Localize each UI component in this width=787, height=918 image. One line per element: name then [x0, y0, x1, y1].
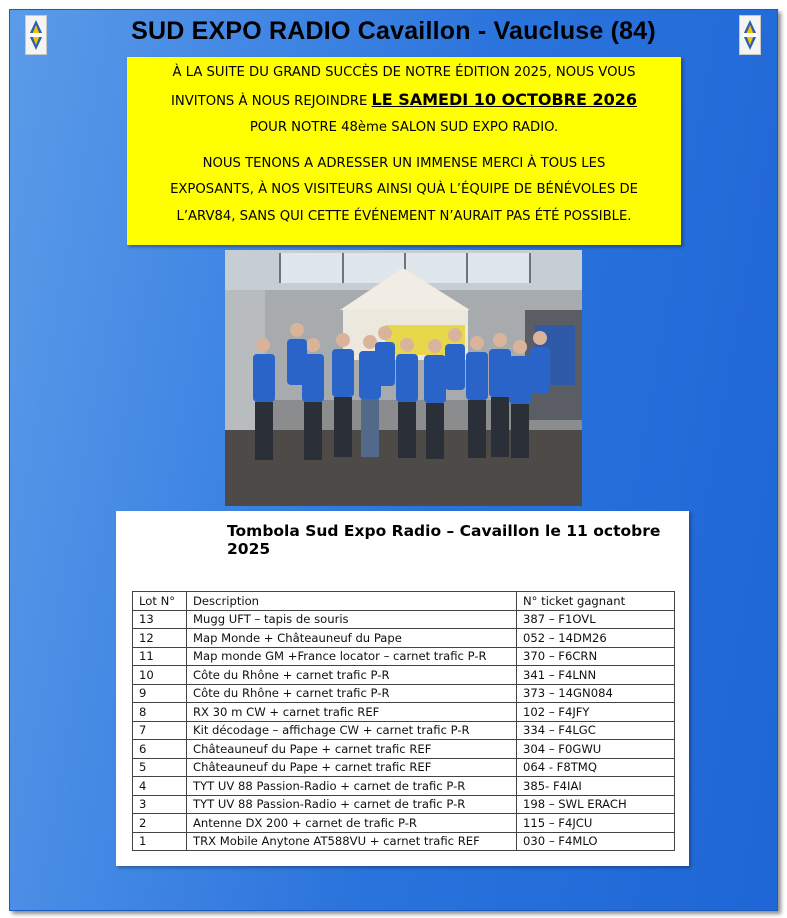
- winning-ticket-cell: 115 – F4JCU: [517, 814, 675, 833]
- description-cell: TRX Mobile Anytone AT588VU + carnet trafic REF: [187, 832, 517, 851]
- header-winning-ticket: N° ticket gagnant: [517, 592, 675, 611]
- notice-line-3: POUR NOTRE 48ème SALON SUD EXPO RADIO.: [249, 120, 559, 135]
- lot-number-cell: 7: [133, 721, 187, 740]
- table-row: [133, 666, 675, 685]
- winning-ticket-cell: 341 – F4LNN: [517, 666, 675, 685]
- table-row: [133, 629, 675, 648]
- winning-ticket-cell: 385- F4IAI: [517, 777, 675, 796]
- event-notice: [127, 57, 681, 245]
- table-body: [133, 610, 675, 851]
- description-cell: TYT UV 88 Passion-Radio + carnet de trafic P-R: [187, 795, 517, 814]
- table-header-row: [133, 592, 675, 611]
- table-row: [133, 647, 675, 666]
- lot-number-cell: 6: [133, 740, 187, 759]
- winning-ticket-cell: 102 – F4JFY: [517, 703, 675, 722]
- table-row: [133, 758, 675, 777]
- winning-ticket-cell: 198 – SWL ERACH: [517, 795, 675, 814]
- winning-ticket-cell: 064 - F8TMQ: [517, 758, 675, 777]
- notice-thanks-line-3: L’ARV84, SANS QUI CETTE ÉVÉNEMENT N’AURAIT PAS ÉTÉ POSSIBLE.: [176, 208, 632, 224]
- lot-number-cell: 5: [133, 758, 187, 777]
- description-cell: Kit décodage – affichage CW + carnet trafic P-R: [187, 721, 517, 740]
- lot-number-cell: 2: [133, 814, 187, 833]
- notice-invite-text: INVITONS À NOUS REJOINDRE: [170, 93, 372, 109]
- winning-ticket-cell: 334 – F4LGC: [517, 721, 675, 740]
- description-cell: Côte du Rhône + carnet trafic P-R: [187, 666, 517, 685]
- page-title: SUD EXPO RADIO Cavaillon - Vaucluse (84): [131, 17, 656, 45]
- table-row: [133, 795, 675, 814]
- lot-number-cell: 8: [133, 703, 187, 722]
- notice-thanks-line-2: EXPOSANTS, À NOS VISITEURS AINSI QUÀ L’ÉQUIPE DE BÉNÉVOLES DE: [170, 182, 638, 197]
- notice-line-1: À LA SUITE DU GRAND SUCCÈS DE NOTRE ÉDITION 2025, NOUS VOUS: [172, 65, 636, 80]
- header-lot-number: Lot N°: [133, 592, 187, 611]
- event-date: LE SAMEDI 10 OCTOBRE 2026: [371, 89, 638, 109]
- table-row: [133, 684, 675, 703]
- tombola-results-table: [132, 591, 675, 851]
- winning-ticket-cell: 373 – 14GN084: [517, 684, 675, 703]
- description-cell: Châteauneuf du Pape + carnet trafic REF: [187, 740, 517, 759]
- lot-number-cell: 11: [133, 647, 187, 666]
- description-cell: Châteauneuf du Pape + carnet trafic REF: [187, 758, 517, 777]
- volunteers-group-photo: [225, 250, 582, 506]
- description-cell: Antenne DX 200 + carnet de trafic P-R: [187, 814, 517, 833]
- notice-thanks-line-1: NOUS TENONS A ADRESSER UN IMMENSE MERCI À TOUS LES: [202, 155, 606, 171]
- lot-number-cell: 4: [133, 777, 187, 796]
- lot-number-cell: 13: [133, 610, 187, 629]
- table-row: [133, 740, 675, 759]
- table-row: [133, 721, 675, 740]
- lot-number-cell: 9: [133, 684, 187, 703]
- description-cell: Map Monde + Châteauneuf du Pape: [187, 629, 517, 648]
- winning-ticket-cell: 370 – F6CRN: [517, 647, 675, 666]
- description-cell: Map monde GM +France locator – carnet trafic P-R: [187, 647, 517, 666]
- winning-ticket-cell: 030 – F4MLO: [517, 832, 675, 851]
- table-row: [133, 832, 675, 851]
- description-cell: TYT UV 88 Passion-Radio + carnet de trafic P-R: [187, 777, 517, 796]
- description-cell: RX 30 m CW + carnet trafic REF: [187, 703, 517, 722]
- winning-ticket-cell: 387 – F1OVL: [517, 610, 675, 629]
- notice-line-2: [127, 87, 681, 116]
- lot-number-cell: 10: [133, 666, 187, 685]
- header-description: Description: [187, 592, 517, 611]
- table-row: [133, 703, 675, 722]
- lot-number-cell: 1: [133, 832, 187, 851]
- table-row: [133, 814, 675, 833]
- lot-number-cell: 12: [133, 629, 187, 648]
- description-cell: Côte du Rhône + carnet trafic P-R: [187, 684, 517, 703]
- winning-ticket-cell: 304 – F0GWU: [517, 740, 675, 759]
- winning-ticket-cell: 052 – 14DM26: [517, 629, 675, 648]
- lot-number-cell: 3: [133, 795, 187, 814]
- table-row: [133, 610, 675, 629]
- tombola-title: Tombola Sud Expo Radio – Cavaillon le 11 octobre 2025: [227, 522, 661, 558]
- table-row: [133, 777, 675, 796]
- description-cell: Mugg UFT – tapis de souris: [187, 610, 517, 629]
- tombola-results-panel: [116, 511, 689, 866]
